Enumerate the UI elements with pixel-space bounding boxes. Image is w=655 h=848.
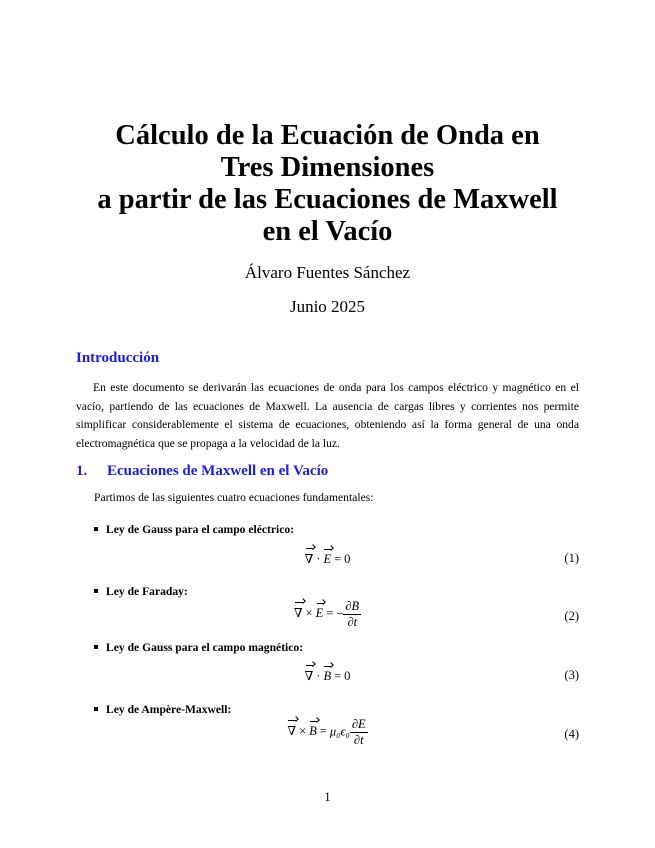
fraction-numerator: ∂E	[351, 717, 366, 731]
equation-number: (4)	[564, 727, 579, 741]
equals-sign: =	[334, 552, 342, 566]
b-field-symbol: B	[309, 724, 317, 739]
fraction-numerator: ∂B	[345, 599, 360, 613]
zero: 0	[344, 669, 351, 683]
zero: 0	[344, 552, 351, 566]
equation-number: (2)	[564, 609, 579, 623]
bullet-icon	[94, 527, 98, 531]
fraction	[350, 717, 368, 748]
dot-operator: ·	[316, 669, 321, 683]
document-title	[60, 120, 595, 248]
bullet-icon	[94, 707, 98, 711]
nabla-symbol: ∇	[287, 724, 297, 739]
e-field-symbol: E	[323, 552, 332, 566]
fraction-denominator: ∂t	[353, 733, 364, 747]
nabla-symbol: ∇	[304, 552, 314, 566]
fraction-denominator: ∂t	[347, 615, 358, 629]
page-number: 1	[324, 790, 331, 804]
minus-sign: −	[336, 606, 344, 621]
law-label: Ley de Ampère-Maxwell:	[106, 703, 232, 716]
equals-sign: =	[334, 669, 342, 683]
law-label: Ley de Faraday:	[106, 585, 188, 598]
dot-operator: ·	[316, 552, 321, 566]
title-line: Cálculo de la Ecuación de Onda en	[115, 120, 540, 151]
nabla-symbol: ∇	[293, 606, 303, 621]
bullet-icon	[94, 589, 98, 593]
cross-operator: ×	[305, 606, 313, 621]
intro-paragraph: En este documento se derivarán las ecuaciones de onda para los campos eléctrico y magnético en el vacío, partiendo de las ecuaciones de Maxwell. La ausencia de cargas libres y corrientes nos permite simplificar considerablemente el sistema de ecuaciones, obteniendo así la forma general de una onda electromagnética que se propaga a la velocidad de la luz.	[76, 381, 579, 450]
law-item	[94, 585, 188, 598]
title-line: a partir de las Ecuaciones de Maxwell	[97, 184, 558, 215]
e-field-symbol: E	[315, 606, 324, 621]
law-item	[94, 703, 231, 716]
equation-4	[0, 717, 655, 748]
title-line: en el Vacío	[262, 216, 393, 247]
date: Junio 2025	[289, 297, 366, 316]
nabla-symbol: ∇	[304, 669, 314, 683]
law-item	[94, 523, 294, 536]
fraction	[343, 599, 361, 630]
equation-number: (3)	[564, 668, 579, 682]
equation-3	[0, 668, 655, 684]
section-heading	[76, 463, 328, 480]
law-label: Ley de Gauss para el campo magnético:	[106, 641, 304, 654]
section-title: Ecuaciones de Maxwell en el Vacío	[107, 463, 329, 479]
equation-2	[0, 599, 655, 630]
equals-sign: =	[326, 606, 334, 621]
equation-number: (1)	[564, 551, 579, 565]
bullet-icon	[94, 645, 98, 649]
author: Álvaro Fuentes Sánchez	[244, 263, 411, 282]
cross-operator: ×	[299, 724, 307, 739]
title-line: Tres Dimensiones	[220, 152, 435, 183]
equation-1	[0, 551, 655, 567]
section-number: 1.	[76, 463, 88, 479]
law-item	[94, 641, 303, 654]
b-field-symbol: B	[323, 669, 332, 683]
section-paragraph: Partimos de las siguientes cuatro ecuaciones fundamentales:	[94, 491, 374, 504]
intro-heading: Introducción	[76, 350, 160, 366]
mu-epsilon-constants: μ₀ϵ₀	[329, 724, 350, 739]
law-label: Ley de Gauss para el campo eléctrico:	[106, 523, 295, 536]
equals-sign: =	[319, 724, 327, 739]
